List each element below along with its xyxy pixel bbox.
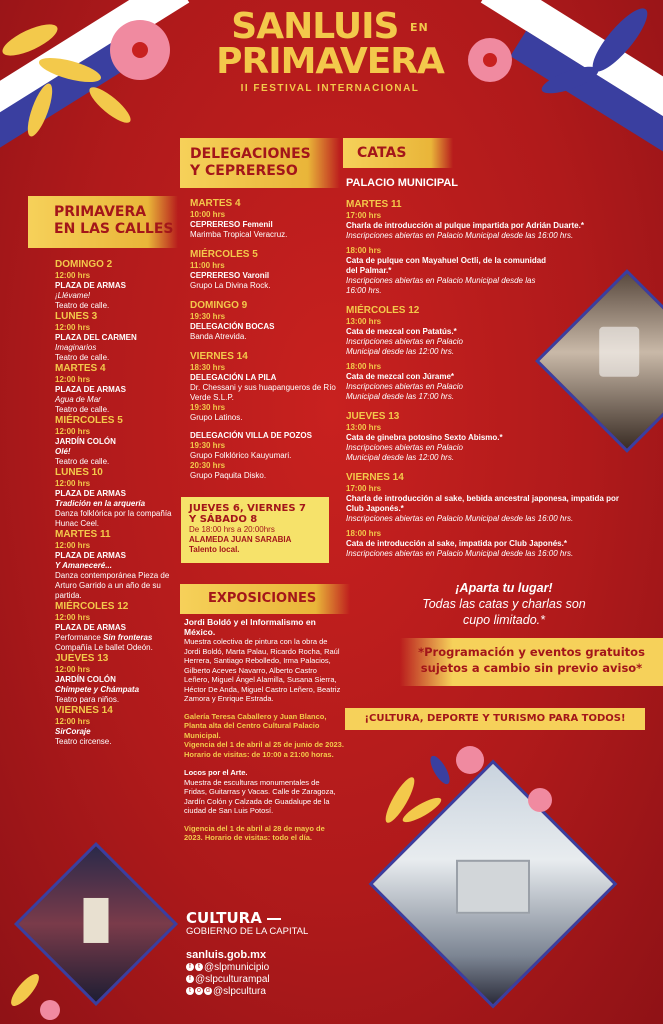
box-venue: ALAMEDA JUAN SARABIA: [189, 535, 292, 544]
calles-show: Chímpete y Chámpata: [55, 685, 140, 694]
calles-place: PLAZA DE ARMAS: [55, 489, 126, 498]
calles-day: LUNES 3: [55, 311, 98, 322]
catas-time: 18:00 hrs: [346, 362, 382, 371]
deleg-time: 19:30 hrs: [190, 312, 226, 321]
expo-1-venue: Galería Teresa Caballero y Juan Blanco, Planta alta del Centro Cultural Palacio Municipal.: [184, 711, 327, 740]
catas-venue: PALACIO MUNICIPAL: [346, 177, 459, 189]
calles-column: [55, 259, 175, 747]
deleg-venue: CEPRERESO Femenil: [190, 220, 273, 229]
catas-day: JUEVES 13: [346, 411, 400, 422]
calles-item: [55, 363, 175, 415]
calles-item: [55, 467, 175, 529]
deleg-time: 11:00 hrs: [190, 261, 225, 270]
calles-place: PLAZA DEL CARMEN: [55, 333, 137, 342]
box-time: De 18:00 hrs a 20:00hrs: [189, 525, 275, 534]
flowers-decoration-top-right: [450, 0, 663, 140]
calles-desc: Danza contemporánea Pieza de Arturo Garrido a un año de su partida.: [55, 571, 170, 600]
deleg-venue: DELEGACIÓN VILLA DE POZOS: [190, 431, 312, 440]
promo-line-2: Todas las catas y charlas son: [422, 597, 586, 611]
catas-activity: Cata de mezcal con Júrame*: [346, 372, 455, 381]
facebook-icon: f: [186, 975, 194, 983]
social-handle: @slpmunicipio: [204, 962, 270, 973]
deleg-day: MARTES 4: [190, 198, 241, 209]
calles-item: [55, 653, 175, 705]
title-line-1: SANLUIS EN: [231, 6, 429, 47]
calles-show: Y Amaneceré...: [55, 561, 112, 570]
catas-day: VIERNES 14: [346, 472, 404, 483]
notice-line-2: sujetos a cambio sin previo aviso*: [420, 661, 643, 675]
title-subtitle: II FESTIVAL INTERNACIONAL: [240, 83, 420, 94]
social-handle: @slpcultura: [213, 986, 266, 997]
calles-desc: Teatro de calle.: [55, 457, 110, 466]
deleg-act: Grupo Latinos.: [190, 413, 243, 422]
catas-activity: Cata de pulque con Mayahuel Octli, de la comunidad del Palmar.*: [346, 256, 547, 275]
catas-time: 18:00 hrs: [346, 529, 382, 538]
calles-place: JARDÍN COLÓN: [55, 675, 116, 684]
promo-line-1: ¡Aparta tu lugar!: [455, 581, 553, 595]
catas-activity: Cata de mezcal con Patatús.*: [346, 327, 457, 336]
calles-show: Olé!: [55, 447, 71, 456]
calles-day: VIERNES 14: [55, 705, 113, 716]
deleg-act: Grupo Folklórico Kauyumari.: [190, 451, 292, 460]
deleg-act: Marimba Tropical Veracruz.: [190, 230, 288, 239]
calles-time: 12:00 hrs: [55, 479, 91, 488]
catas-activity: Cata de introducción al sake, impatida por Club Japonés.*: [346, 539, 567, 548]
calles-day: MARTES 4: [55, 363, 106, 374]
footer-brand: CULTURA: [186, 910, 308, 926]
calles-time: 12:00 hrs: [55, 323, 91, 332]
social-multi[interactable]: [186, 986, 308, 998]
catas-day: MIÉRCOLES 12: [346, 305, 420, 316]
catas-time: 18:00 hrs: [346, 246, 382, 255]
catas-time: 13:00 hrs: [346, 317, 382, 326]
calles-desc: Danza folklórica por la compañía Hunac Ceel.: [55, 509, 172, 528]
catas-note: Inscripciones abiertas en Palacio Municipal desde las 16:00 hrs.: [346, 514, 574, 523]
heading-exposiciones: EXPOSICIONES: [208, 591, 317, 606]
catas-note: Inscripciones abiertas en Palacio Municipal desde las 17:00 hrs.: [346, 382, 463, 401]
calles-place: JARDÍN COLÓN: [55, 437, 116, 446]
promo-line-3: cupo limitado.*: [463, 613, 545, 627]
footer: [186, 910, 308, 998]
catas-activity: Charla de introducción al sake, bebida ancestral japonesa, impatida por Club Japonés.*: [346, 494, 619, 513]
notice-line-1: *Programación y eventos gratuitos: [418, 645, 645, 659]
calles-time: 12:00 hrs: [55, 375, 91, 384]
footer-brand-sub: GOBIERNO DE LA CAPITAL: [186, 926, 309, 937]
expo-1-title: Jordi Boldó y el Informalismo en México.: [184, 617, 316, 637]
catas-day: MARTES 11: [346, 199, 402, 210]
exposiciones-column: [184, 617, 344, 843]
ribbon-exposiciones: [180, 584, 350, 614]
deleg-time: 19:30 hrs: [190, 441, 226, 450]
deleg-act: Grupo Paquita Disko.: [190, 471, 267, 480]
free-events-notice: [400, 638, 663, 686]
calles-show: Agua de Mar: [55, 395, 101, 404]
deleg-day: VIERNES 14: [190, 351, 248, 362]
calles-place: PLAZA DE ARMAS: [55, 385, 126, 394]
catas-note: Inscripciones abiertas en Palacio Municipal desde las 16:00 hrs.: [346, 549, 574, 558]
deleg-day: DOMINGO 9: [190, 300, 248, 311]
calles-show: Sin fronteras: [103, 633, 153, 642]
calles-show: Imaginarios: [55, 343, 97, 352]
calles-item: [55, 601, 175, 653]
calles-day: MARTES 11: [55, 529, 111, 540]
heading-en-las-calles: EN LAS CALLES: [54, 221, 174, 237]
deleg-act: Banda Atrevida.: [190, 332, 247, 341]
calles-day: MIÉRCOLES 12: [55, 601, 129, 612]
catas-activity: Charla de introducción al pulque impartida por Adrián Duarte.*: [346, 221, 584, 230]
catas-time: 13:00 hrs: [346, 423, 382, 432]
festival-title: [215, 6, 445, 94]
deleg-act: Grupo La Divina Rock.: [190, 281, 271, 290]
ribbon-catas: [343, 138, 453, 168]
calles-time: 12:00 hrs: [55, 665, 91, 674]
expo-1-dates: Vigencia del 1 de abril al 25 de junio de 2023.: [184, 740, 344, 749]
expo-2-desc: Muestra de esculturas monumentales de Fridas, Guitarras y Vacas. Calle de Zaragoza, Jardín Colón y Calzada de Guadalupe de la ciudad de San Luis Potosí.: [184, 777, 336, 815]
heading-delegaciones: DELEGACIONES: [190, 146, 311, 162]
twitter-icon: t: [186, 987, 194, 995]
calles-desc: Teatro de calle.: [55, 301, 110, 310]
calles-place: PLAZA DE ARMAS: [55, 551, 126, 560]
heading-primavera: PRIMAVERA: [54, 204, 147, 220]
expo-2-dates: Vigencia del 1 de abril al 28 de mayo de 2023. Horario de visitas: todo el día.: [184, 823, 325, 842]
flowers-decoration-bottom-right: [360, 740, 663, 840]
calles-show: ¡Llévame!: [55, 291, 91, 300]
calles-item: [55, 311, 175, 363]
calles-time: 12:00 hrs: [55, 271, 91, 280]
deleg-act: Dr. Chessani y sus huapangueros de Río Verde S.L.P.: [190, 383, 336, 402]
calles-desc: Compañía Le ballet Odeón.: [55, 643, 153, 652]
deleg-day: MIÉRCOLES 5: [190, 249, 258, 260]
box-heading-2: Y SÁBADO 8: [189, 514, 258, 525]
catas-activity: Cata de ginebra potosino Sexto Abismo.*: [346, 433, 503, 442]
catas-note: Inscripciones abiertas en Palacio Municipal desde las 16:00 hrs.: [346, 276, 536, 295]
calles-day: MIÉRCOLES 5: [55, 415, 123, 426]
deleg-time: 10:00 hrs: [190, 210, 226, 219]
social-facebook-twitter[interactable]: [186, 962, 308, 974]
calles-time: 12:00 hrs: [55, 717, 91, 726]
calles-show-prefix: Performance: [55, 633, 104, 642]
calles-item: [55, 529, 175, 601]
social-handle: @slpculturampal: [195, 974, 270, 985]
local-talent-box: [181, 497, 329, 563]
title-line-2: PRIMAVERA: [216, 41, 444, 82]
catas-time: 17:00 hrs: [346, 211, 382, 220]
deleg-venue: CEPRERESO Varonil: [190, 271, 270, 280]
slogan-banner: [345, 708, 645, 730]
calles-day: JUEVES 13: [55, 653, 109, 664]
calles-time: 12:00 hrs: [55, 613, 91, 622]
calles-item: [55, 705, 175, 747]
ribbon-primavera: [28, 196, 178, 248]
calles-item: [55, 259, 175, 311]
catas-note: Inscripciones abiertas en Palacio Municipal desde las 12:00 hrs.: [346, 337, 463, 356]
heading-cepreresso: Y CEPRERESO: [190, 163, 298, 179]
leaves-decoration-top-left: [0, 0, 180, 160]
expo-1-desc: Muestra colectiva de pintura con la obra de Jordi Boldó, Marta Palau, Ricardo Rocha, Raúl Herrera, Santiago Rebolledo, Irma Palacios, Gilberto Aceves Navarro, Alberto Castro Leñero, Miguel Ángel Alamilla, Susana Sierra, Héctor De Anda, Miguel Castro Leñero, Beatriz Zamora y Enrique Estrada.: [184, 637, 341, 703]
catas-note: Inscripciones abiertas en Palacio Municipal desde las 16:00 hrs.: [346, 231, 574, 240]
expo-1-hours: Horario de visitas: de 10:00 a 21:00 horas.: [184, 749, 334, 759]
calles-desc: Teatro para niños.: [55, 695, 120, 704]
facebook-icon: f: [186, 963, 194, 971]
calles-desc: Teatro de calle.: [55, 405, 110, 414]
deleg-venue: DELEGACIÓN BOCAS: [190, 322, 275, 331]
box-heading-1: JUEVES 6, VIERNES 7: [189, 503, 306, 514]
box-act: Talento local.: [189, 545, 240, 554]
catas-note: Inscripciones abiertas en Palacio Municipal desde las 12:00 hrs.: [346, 443, 463, 462]
deleg-time: 18:30 hrs: [190, 363, 226, 372]
calles-show-line: [55, 633, 175, 643]
calles-day: LUNES 10: [55, 467, 103, 478]
tiktok-icon: d: [204, 987, 212, 995]
slogan-text: ¡CULTURA, DEPORTE Y TURISMO PARA TODOS!: [364, 713, 626, 724]
heading-catas: CATAS: [357, 145, 407, 161]
calles-day: DOMINGO 2: [55, 259, 113, 270]
calles-desc: Teatro circense.: [55, 737, 112, 746]
calles-time: 12:00 hrs: [55, 541, 91, 550]
deleg-time: 19:30 hrs: [190, 403, 226, 412]
twitter-icon: t: [195, 963, 203, 971]
calles-place: PLAZA DE ARMAS: [55, 281, 126, 290]
ribbon-delegaciones: [180, 138, 340, 188]
calles-item: [55, 415, 175, 467]
catas-time: 17:00 hrs: [346, 484, 382, 493]
website-link[interactable]: sanluis.gob.mx: [186, 949, 267, 961]
flowers-decoration-bottom-left: [0, 950, 70, 1024]
calles-show: SirCoraje: [55, 727, 91, 736]
calles-show: Tradición en la arquería: [55, 499, 146, 508]
deleg-time: 20:30 hrs: [190, 461, 226, 470]
calles-desc: Teatro de calle.: [55, 353, 110, 362]
reserve-message: [398, 580, 610, 628]
expo-2-title: Locos por el Arte.: [184, 768, 248, 777]
calles-time: 12:00 hrs: [55, 427, 91, 436]
deleg-venue: DELEGACIÓN LA PILA: [190, 373, 277, 382]
delegaciones-column: [190, 198, 338, 481]
social-facebook[interactable]: [186, 974, 308, 986]
calles-place: PLAZA DE ARMAS: [55, 623, 126, 632]
instagram-icon: o: [195, 987, 203, 995]
